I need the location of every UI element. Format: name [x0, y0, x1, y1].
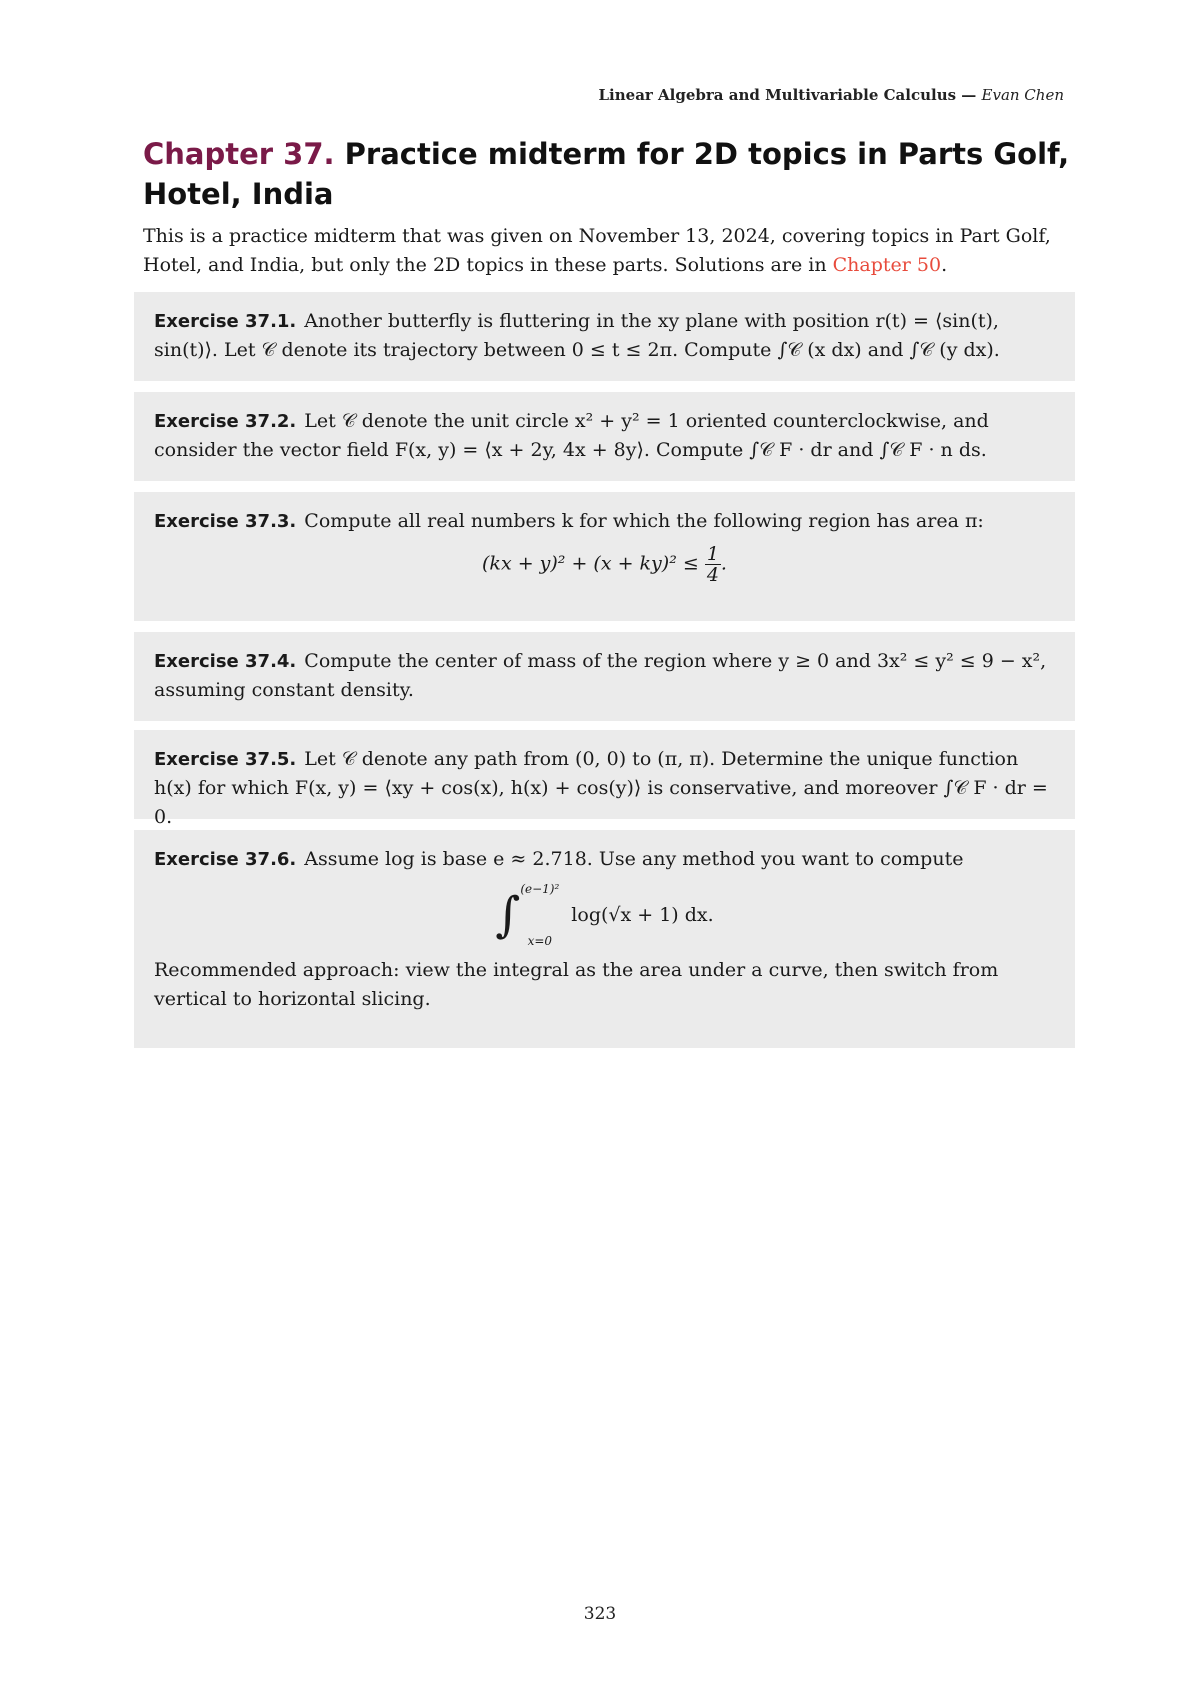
author-name: Evan Chen: [981, 86, 1064, 104]
upper-limit: (e−1)²: [520, 882, 560, 896]
exercise-text: Let 𝒞 denote the unit circle x² + y² = 1 oriented counterclockwise, and consider the vector field F(x, y) = ⟨x + 2y, 4x + 8y⟩. Compute ∫𝒞 F · dr and ∫𝒞 F · n ds.: [154, 410, 989, 461]
intro-paragraph: [143, 222, 1073, 280]
inequality-lhs: (kx + y)² + (x + ky)² ≤: [482, 552, 705, 575]
display-integral: [154, 882, 1055, 948]
display-inequality: [154, 544, 1055, 585]
chapter-number: Chapter 37.: [143, 137, 335, 171]
exercise-37-4: [134, 632, 1075, 721]
exercise-37-5: [134, 730, 1075, 828]
fraction: [705, 544, 721, 585]
exercise-37-6: [134, 830, 1075, 1048]
exercise-label: Exercise 37.4.: [154, 651, 297, 672]
fraction-denominator: 4: [706, 564, 719, 586]
exercise-label: Exercise 37.5.: [154, 749, 297, 770]
exercise-37-2: [134, 392, 1075, 481]
exercise-text: Compute the center of mass of the region where y ≥ 0 and 3x² ≤ y² ≤ 9 − x², assuming constant density.: [154, 650, 1047, 701]
lower-limit: x=0: [527, 934, 553, 948]
chapter-50-link[interactable]: Chapter 50: [832, 254, 942, 276]
exercise-followup: Recommended approach: view the integral as the area under a curve, then switch from vertical to horizontal slicing.: [154, 959, 999, 1010]
book-title: Linear Algebra and Multivariable Calculus —: [598, 86, 982, 104]
integral: [495, 882, 713, 948]
exercise-label: Exercise 37.3.: [154, 511, 297, 532]
exercise-text: Compute all real numbers k for which the following region has area π:: [304, 510, 984, 532]
exercise-text: Another butterfly is fluttering in the xy plane with position r(t) = ⟨sin(t), sin(t)⟩. Let 𝒞 denote its trajectory between 0 ≤ t ≤ 2π. Compute ∫𝒞 (x dx) and ∫𝒞 (y dx).: [154, 310, 1000, 361]
page-number: 323: [583, 1604, 617, 1624]
exercise-37-1: [134, 292, 1075, 381]
exercise-text: Let 𝒞 denote any path from (0, 0) to (π, π). Determine the unique function h(x) for which F(x, y) = ⟨xy + cos(x), h(x) + cos(y)⟩ is conservative, and moreover ∫𝒞 F · dr = 0.: [154, 748, 1048, 828]
chapter-title-text: Practice midterm for 2D topics in Parts Golf, Hotel, India: [143, 137, 1070, 211]
exercise-label: Exercise 37.6.: [154, 849, 297, 870]
integral-sign: ∫: [495, 887, 521, 943]
chapter-title: [143, 134, 1073, 214]
fraction-numerator: 1: [706, 543, 719, 565]
exercise-37-3: [134, 492, 1075, 621]
integral-limits: [520, 882, 559, 948]
exercise-text: Assume log is base e ≈ 2.718. Use any method you want to compute: [304, 848, 964, 870]
integrand: log(√x + 1) dx.: [571, 903, 714, 926]
intro-period: .: [941, 254, 948, 276]
inequality-end: .: [720, 552, 727, 575]
intro-text: This is a practice midterm that was given on November 13, 2024, covering topics in Part Golf, Hotel, and India, but only the 2D topics in these parts. Solutions are in: [143, 225, 1051, 276]
running-header: [599, 86, 1065, 104]
exercise-label: Exercise 37.2.: [154, 411, 297, 432]
exercise-label: Exercise 37.1.: [154, 311, 297, 332]
